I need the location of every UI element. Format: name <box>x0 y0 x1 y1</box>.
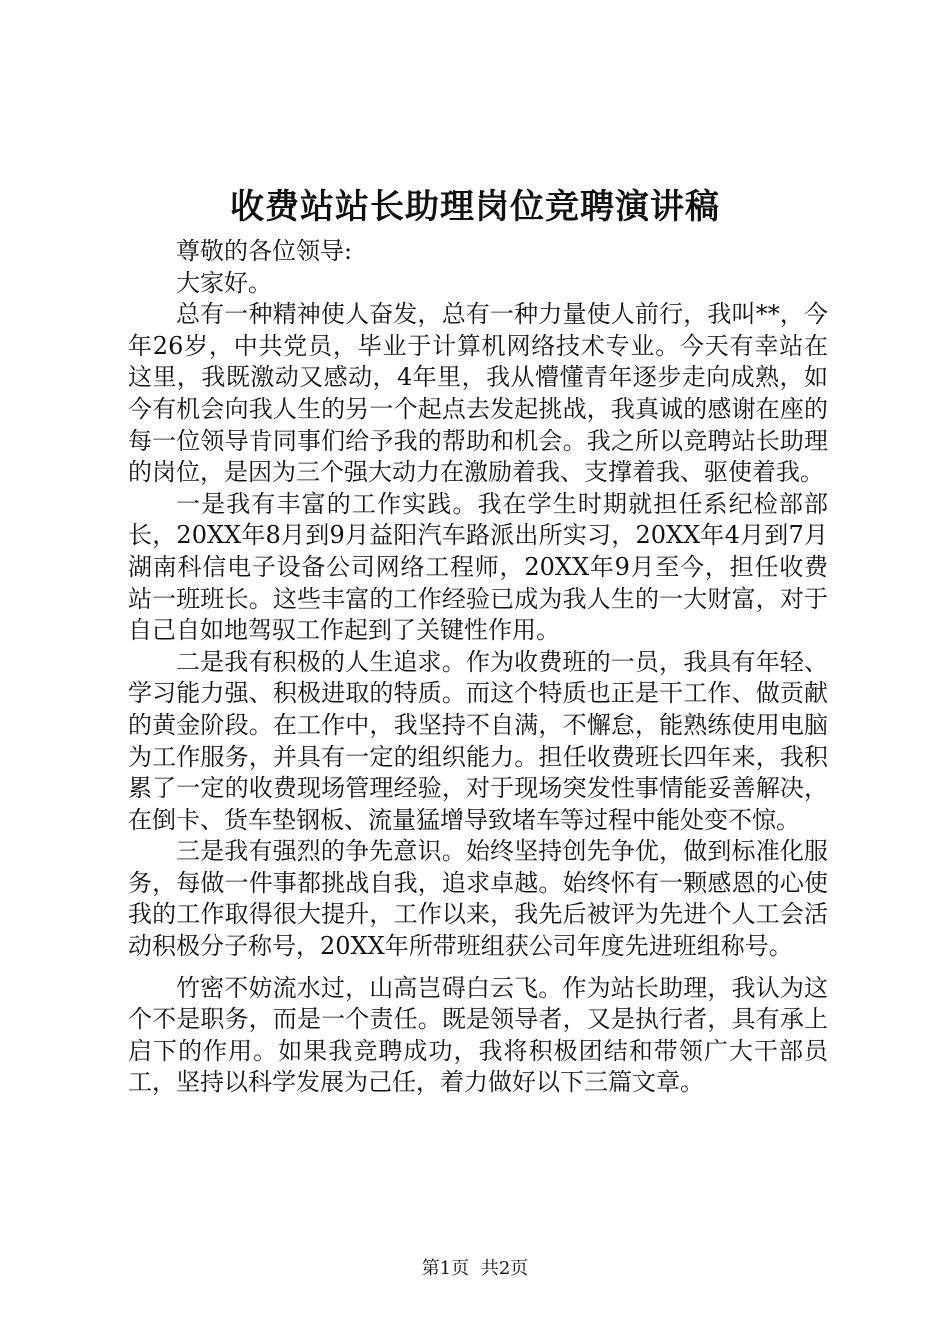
page-number: 第1页 <box>421 1258 470 1279</box>
page-total: 共2页 <box>480 1258 529 1279</box>
page-footer <box>0 1257 950 1281</box>
paragraph-awareness: 三是我有强烈的争先意识。始终坚持创先争优，做到标准化服务，每做一件事都挑战自我，追求卓越。始终怀有一颗感恩的心使我的工作取得很大提升，工作以来，我先后被评为先进个人工会活动积极分子称号，20XX年所带班组获公司年度先进班组称号。 <box>128 837 828 961</box>
greeting: 大家好。 <box>176 268 272 297</box>
salutation: 尊敬的各位领导: <box>176 237 353 265</box>
paragraph-experience: 一是我有丰富的工作实践。我在学生时期就担任系纪检部部长，20XX年8月到9月益阳汽车路派出所实习，20XX年4月到7月湖南科信电子设备公司网络工程师，20XX年9月至今，担任收费站一班班长。这些丰富的工作经验已成为我人生的一大财富，对于自己自如地驾驭工作起到了关键性作用。 <box>128 489 828 645</box>
paragraph-conclusion: 竹密不妨流水过，山高岂碍白云飞。作为站长助理，我认为这个不是职务，而是一个责任。既是领导者，又是执行者，具有承上启下的作用。如果我竞聘成功，我将积极团结和带领广大干部员工，坚持以科学发展为己任，着力做好以下三篇文章。 <box>128 973 828 1097</box>
document-title: 收费站站长助理岗位竞聘演讲稿 <box>230 187 720 227</box>
paragraph-intro: 总有一种精神使人奋发，总有一种力量使人前行，我叫**，今年26岁，中共党员，毕业于计算机网络技术专业。今天有幸站在这里，我既激动又感动，4年里，我从懵懂青年逐步走向成熟，如今有机会向我人生的另一个起点去发起挑战，我真诚的感谢在座的每一位领导肯同事们给予我的帮助和机会。我之所以竞聘站长助理的岗位，是因为三个强大动力在激励着我、支撑着我、驱使着我。 <box>128 300 828 487</box>
document-body <box>128 236 828 1099</box>
paragraph-pursuit: 二是我有积极的人生追求。作为收费班的一员，我具有年轻、学习能力强、积极进取的特质。而这个特质也正是干工作、做贡献的黄金阶段。在工作中，我坚持不自满，不懈怠，能熟练使用电脑为工作服务，并具有一定的组织能力。担任收费班长四年来，我积累了一定的收费现场管理经验，对于现场突发性事情能妥善解决，在倒卡、货车垫钢板、流量猛增导致堵车等过程中能处变不惊。 <box>128 647 828 834</box>
